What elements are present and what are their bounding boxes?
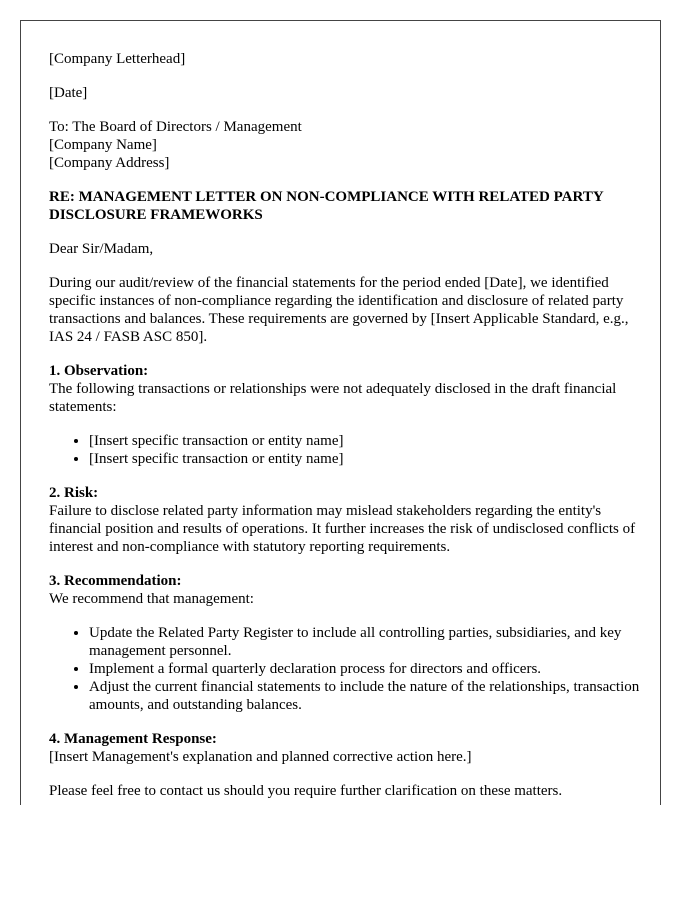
list-item: • Implement a formal quarterly declaration process for directors and officers. — [89, 660, 649, 678]
recipient-block — [49, 118, 649, 172]
list-item: • [Insert specific transaction or entity name] — [89, 432, 649, 450]
company-letterhead: [Company Letterhead] — [49, 51, 186, 67]
risk-text: Failure to disclose related party information may mislead stakeholders regarding the entity's financial position and results of operations. It further increases the risk of undisclosed conflicts of interest and non-compliance with statutory reporting requirements. — [49, 503, 636, 555]
observation-section — [49, 362, 649, 468]
list-item: • Update the Related Party Register to include all controlling parties, subsidiaries, and key management personnel. — [89, 624, 649, 660]
letter-body — [49, 50, 649, 800]
list-item: • [Insert specific transaction or entity name] — [89, 450, 649, 468]
letter-closing: Please feel free to contact us should you require further clarification on these matters. — [49, 783, 563, 799]
recommendation-section — [49, 572, 649, 714]
management-response-heading: 4. Management Response: — [49, 731, 217, 747]
recommendation-heading: 3. Recommendation: — [49, 573, 182, 589]
management-response-section — [49, 730, 649, 766]
management-response-text: [Insert Management's explanation and planned corrective action here.] — [49, 749, 472, 765]
recipient-to-line: To: The Board of Directors / Management — [49, 119, 302, 135]
recipient-company-address: [Company Address] — [49, 155, 170, 171]
recipient-company-name: [Company Name] — [49, 137, 157, 153]
letter-page — [20, 20, 661, 805]
letter-date: [Date] — [49, 85, 88, 101]
list-item: • Adjust the current financial statements to include the nature of the relationships, transaction amounts, and outstanding balances. — [89, 678, 649, 714]
letter-intro: During our audit/review of the financial statements for the period ended [Date], we identified specific instances of non-compliance regarding the identification and disclosure of related party transactions and balances. These requirements are governed by [Insert Applicable Standard, e.g., IAS 24 / FASB ASC 850]. — [49, 275, 629, 345]
observation-heading: 1. Observation: — [49, 363, 149, 379]
risk-heading: 2. Risk: — [49, 485, 99, 501]
recommendation-text: We recommend that management: — [49, 591, 254, 607]
letter-salutation: Dear Sir/Madam, — [49, 241, 154, 257]
observation-text: The following transactions or relationships were not adequately disclosed in the draft financial statements: — [49, 381, 617, 415]
recommendation-list — [49, 624, 649, 714]
risk-section — [49, 484, 649, 556]
observation-list — [49, 432, 649, 468]
letter-subject: RE: MANAGEMENT LETTER ON NON-COMPLIANCE WITH RELATED PARTY DISCLOSURE FRAMEWORKS — [49, 189, 604, 223]
